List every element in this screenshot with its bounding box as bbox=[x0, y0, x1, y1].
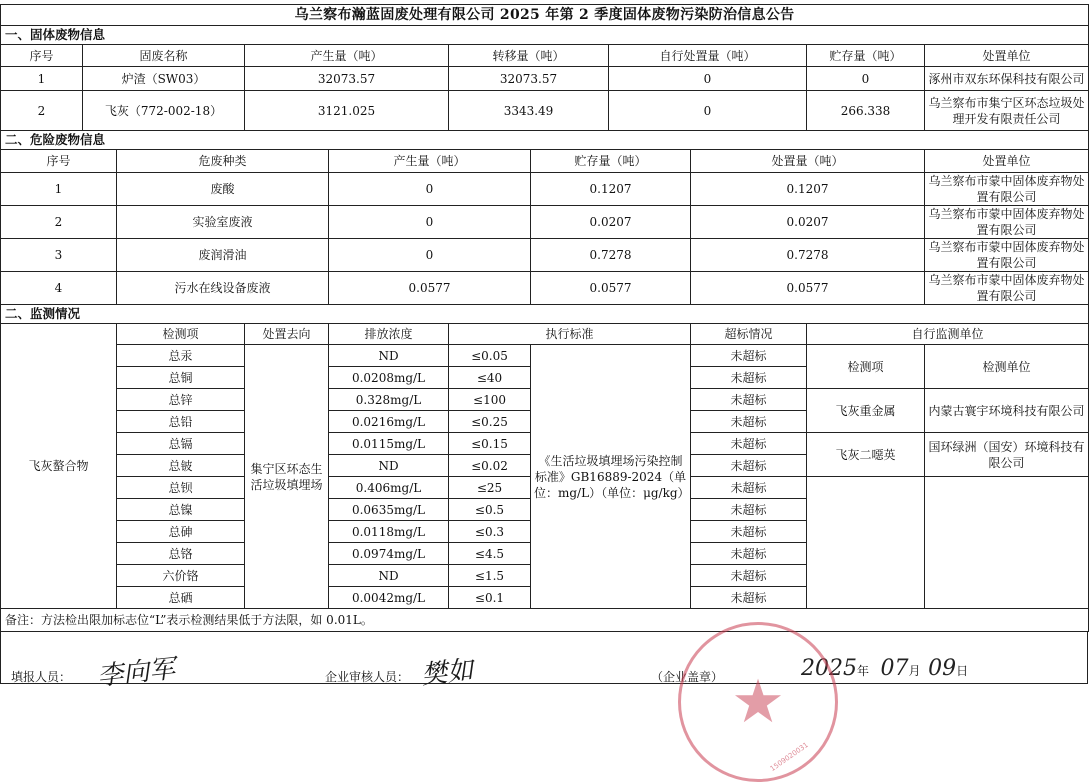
test-item: 六价铬 bbox=[117, 565, 245, 587]
limit: ≤0.15 bbox=[449, 433, 531, 455]
limit: ≤0.25 bbox=[449, 411, 531, 433]
test-item: 总镉 bbox=[117, 433, 245, 455]
cell: 废酸 bbox=[117, 173, 329, 206]
concentration: 0.0115mg/L bbox=[329, 433, 449, 455]
reviewer-signature: 樊如 bbox=[419, 655, 475, 691]
exceed-status: 未超标 bbox=[691, 389, 807, 411]
unit-name: 国环绿洲（国安）环境科技有限公司 bbox=[925, 433, 1089, 477]
sample-name: 飞灰螯合物 bbox=[1, 324, 117, 609]
concentration: ND bbox=[329, 345, 449, 367]
footnote: 备注：方法检出限加标志位“L”表示检测结果低于方法限，如 0.01L。 bbox=[1, 609, 1089, 632]
hazard-header-row bbox=[1, 150, 1089, 173]
monitor-header: 处置去向 bbox=[245, 324, 329, 345]
reporter-signature: 李向军 bbox=[95, 653, 177, 692]
hazard-header: 处置单位 bbox=[925, 150, 1089, 173]
exceed-status: 未超标 bbox=[691, 477, 807, 499]
monitor-header: 超标情况 bbox=[691, 324, 807, 345]
test-item: 总铜 bbox=[117, 367, 245, 389]
solid-section-title: 一、固体废物信息 bbox=[1, 26, 1089, 45]
monitor-header: 执行标准 bbox=[449, 324, 691, 345]
destination: 集宁区环态生活垃圾填埋场 bbox=[245, 345, 329, 609]
table-row bbox=[1, 345, 1089, 367]
concentration: 0.0118mg/L bbox=[329, 521, 449, 543]
cell: 乌兰察布市蒙中固体废弃物处置有限公司 bbox=[925, 239, 1089, 272]
hazard-header: 处置量（吨） bbox=[691, 150, 925, 173]
solid-header: 固废名称 bbox=[83, 45, 245, 67]
cell: 0.0577 bbox=[531, 272, 691, 305]
cell: 实验室废液 bbox=[117, 206, 329, 239]
cell: 266.338 bbox=[807, 91, 925, 131]
exceed-status: 未超标 bbox=[691, 345, 807, 367]
date-day-suffix: 日 bbox=[956, 664, 969, 678]
hazard-header: 产生量（吨） bbox=[329, 150, 531, 173]
limit: ≤0.05 bbox=[449, 345, 531, 367]
concentration: 0.0216mg/L bbox=[329, 411, 449, 433]
cell: 0 bbox=[329, 173, 531, 206]
cell: 2 bbox=[1, 206, 117, 239]
page-title: 乌兰察布瀚蓝固废处理有限公司 2025 年第 2 季度固体废物污染防治信息公告 bbox=[1, 5, 1089, 26]
exceed-status: 未超标 bbox=[691, 587, 807, 609]
date-month-suffix: 月 bbox=[908, 664, 921, 678]
cell: 0.1207 bbox=[691, 173, 925, 206]
date-year-suffix: 年 bbox=[857, 664, 870, 678]
standard: 《生活垃圾填埋场污染控制标准》GB16889-2024（单位：mg/L）（单位：μg/kg） bbox=[531, 345, 691, 609]
hazard-section-title: 二、危险废物信息 bbox=[1, 131, 1089, 150]
concentration: ND bbox=[329, 565, 449, 587]
test-item: 总铅 bbox=[117, 411, 245, 433]
cell: 0 bbox=[609, 91, 807, 131]
cell: 乌兰察布市蒙中固体废弃物处置有限公司 bbox=[925, 272, 1089, 305]
exceed-status: 未超标 bbox=[691, 521, 807, 543]
test-item: 总镍 bbox=[117, 499, 245, 521]
test-item: 总硒 bbox=[117, 587, 245, 609]
test-item: 总砷 bbox=[117, 521, 245, 543]
limit: ≤0.02 bbox=[449, 455, 531, 477]
cell: 0 bbox=[807, 67, 925, 91]
cell: 1 bbox=[1, 67, 83, 91]
limit: ≤0.5 bbox=[449, 499, 531, 521]
announcement-sheet bbox=[0, 4, 1088, 632]
exceed-status: 未超标 bbox=[691, 565, 807, 587]
cell: 0.0207 bbox=[691, 206, 925, 239]
test-item: 总汞 bbox=[117, 345, 245, 367]
exceed-status: 未超标 bbox=[691, 543, 807, 565]
limit: ≤100 bbox=[449, 389, 531, 411]
hazard-header: 序号 bbox=[1, 150, 117, 173]
limit: ≤25 bbox=[449, 477, 531, 499]
hazard-body bbox=[1, 173, 1089, 305]
cell: 0.7278 bbox=[691, 239, 925, 272]
cell: 污水在线设备废液 bbox=[117, 272, 329, 305]
seal-number: 1509020031 bbox=[768, 740, 810, 774]
cell: 0 bbox=[329, 206, 531, 239]
unit-item: 飞灰二噁英 bbox=[807, 433, 925, 477]
solid-header: 处置单位 bbox=[925, 45, 1089, 67]
test-item: 总钡 bbox=[117, 477, 245, 499]
cell: 32073.57 bbox=[449, 67, 609, 91]
monitor-header: 检测项 bbox=[117, 324, 245, 345]
table-row bbox=[1, 272, 1089, 305]
limit: ≤40 bbox=[449, 367, 531, 389]
test-item: 总锌 bbox=[117, 389, 245, 411]
solid-header: 序号 bbox=[1, 45, 83, 67]
limit: ≤4.5 bbox=[449, 543, 531, 565]
unit-header: 检测单位 bbox=[925, 345, 1089, 389]
table-row bbox=[1, 67, 1089, 91]
exceed-status: 未超标 bbox=[691, 411, 807, 433]
table-row bbox=[1, 239, 1089, 272]
cell: 炉渣（SW03） bbox=[83, 67, 245, 91]
cell: 3121.025 bbox=[245, 91, 449, 131]
cell: 3343.49 bbox=[449, 91, 609, 131]
cell: 0.0577 bbox=[691, 272, 925, 305]
cell: 废润滑油 bbox=[117, 239, 329, 272]
solid-header: 贮存量（吨） bbox=[807, 45, 925, 67]
solid-header: 转移量（吨） bbox=[449, 45, 609, 67]
concentration: 0.0042mg/L bbox=[329, 587, 449, 609]
cell: 0.0577 bbox=[329, 272, 531, 305]
cell: 乌兰察布市蒙中固体废弃物处置有限公司 bbox=[925, 206, 1089, 239]
exceed-status: 未超标 bbox=[691, 367, 807, 389]
solid-header-row bbox=[1, 45, 1089, 67]
monitor-section-title: 二、监测情况 bbox=[1, 305, 1089, 324]
cell: 4 bbox=[1, 272, 117, 305]
empty-cell bbox=[807, 477, 925, 609]
exceed-status: 未超标 bbox=[691, 455, 807, 477]
cell: 乌兰察布市蒙中固体废弃物处置有限公司 bbox=[925, 173, 1089, 206]
monitor-header: 排放浓度 bbox=[329, 324, 449, 345]
limit: ≤0.3 bbox=[449, 521, 531, 543]
cell: 3 bbox=[1, 239, 117, 272]
exceed-status: 未超标 bbox=[691, 433, 807, 455]
solid-header: 自行处置量（吨） bbox=[609, 45, 807, 67]
concentration: 0.0974mg/L bbox=[329, 543, 449, 565]
reporter-label: 填报人员： bbox=[11, 670, 72, 684]
concentration: 0.0635mg/L bbox=[329, 499, 449, 521]
unit-header: 检测项 bbox=[807, 345, 925, 389]
seal-star-icon: ★ bbox=[731, 667, 785, 737]
date-month: 07 bbox=[880, 656, 909, 681]
table-row bbox=[1, 91, 1089, 131]
cell: 0.1207 bbox=[531, 173, 691, 206]
solid-header: 产生量（吨） bbox=[245, 45, 449, 67]
unit-name: 内蒙古寰宇环境科技有限公司 bbox=[925, 389, 1089, 433]
cell: 涿州市双东环保科技有限公司 bbox=[925, 67, 1089, 91]
signature-area bbox=[0, 632, 1088, 692]
hazard-header: 危废种类 bbox=[117, 150, 329, 173]
concentration: 0.406mg/L bbox=[329, 477, 449, 499]
test-item: 总铍 bbox=[117, 455, 245, 477]
announcement-table bbox=[0, 4, 1089, 632]
limit: ≤0.1 bbox=[449, 587, 531, 609]
cell: 1 bbox=[1, 173, 117, 206]
cell: 0 bbox=[329, 239, 531, 272]
concentration: 0.0208mg/L bbox=[329, 367, 449, 389]
concentration: 0.328mg/L bbox=[329, 389, 449, 411]
cell: 0.7278 bbox=[531, 239, 691, 272]
cell: 32073.57 bbox=[245, 67, 449, 91]
reviewer-label: 企业审核人员： bbox=[325, 670, 410, 684]
cell: 0.0207 bbox=[531, 206, 691, 239]
monitor-header: 自行监测单位 bbox=[807, 324, 1089, 345]
concentration: ND bbox=[329, 455, 449, 477]
date-year: 2025 bbox=[801, 656, 857, 681]
empty-cell bbox=[925, 477, 1089, 609]
table-row bbox=[1, 173, 1089, 206]
monitor-body bbox=[1, 324, 1089, 609]
hazard-header: 贮存量（吨） bbox=[531, 150, 691, 173]
limit: ≤1.5 bbox=[449, 565, 531, 587]
seal-label: （企业盖章） bbox=[651, 670, 724, 684]
company-seal bbox=[678, 622, 838, 782]
table-row bbox=[1, 206, 1089, 239]
monitor-header-row bbox=[1, 324, 1089, 345]
test-item: 总铬 bbox=[117, 543, 245, 565]
exceed-status: 未超标 bbox=[691, 499, 807, 521]
cell: 2 bbox=[1, 91, 83, 131]
cell: 0 bbox=[609, 67, 807, 91]
unit-item: 飞灰重金属 bbox=[807, 389, 925, 433]
date-day: 09 bbox=[928, 656, 957, 681]
cell: 乌兰察布市集宁区环态垃圾处理开发有限责任公司 bbox=[925, 91, 1089, 131]
cell: 飞灰（772-002-18） bbox=[83, 91, 245, 131]
